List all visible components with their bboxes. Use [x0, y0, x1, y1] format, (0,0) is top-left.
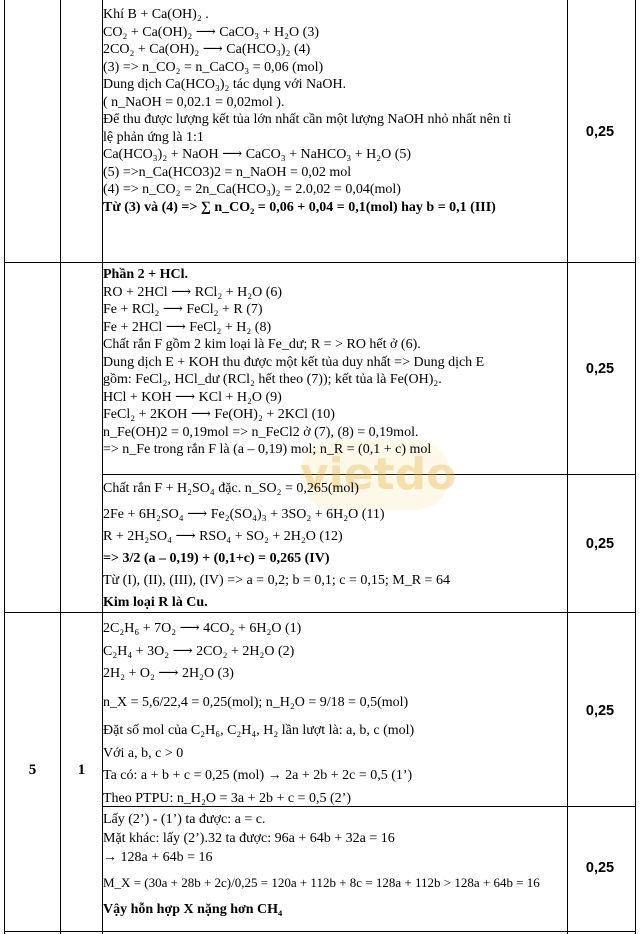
- text-line: Lấy (2’) - (1’) ta được: a = c.: [103, 812, 266, 827]
- equation-line: RO + 2HCl ⟶ RCl₂ + H₂O (6): [103, 284, 283, 300]
- equation-line: n_X = 5,6/22,4 = 0,25(mol); n_H₂O = 9/18 = 0,5(mol): [103, 694, 409, 710]
- conclusion-line: Vậy hỗn hợp X nặng hơn CH₄: [103, 902, 283, 917]
- text-line: Chất rắn F + H₂SO₄ đặc. n_SO₂ = 0,265(mol): [103, 481, 359, 496]
- equation-line: 2Fe + 6H₂SO₄ ⟶ Fe₂(SO₄)₃ + 3SO₂ + 6H₂O (11): [103, 507, 385, 522]
- result-line: Từ (3) và (4) => ∑ n_CO₂ = 0,06 + 0,04 = 0,1(mol) hay b = 0,1 (III): [103, 199, 496, 215]
- text-line: Với a, b, c > 0: [103, 745, 184, 761]
- equation-line: Fe + 2HCl ⟶ FeCl₂ + H₂ (8): [103, 319, 272, 335]
- text-line: ( n_NaOH = 0,02.1 = 0,02mol ).: [103, 94, 285, 110]
- equation-line: FeCl₂ + 2KOH ⟶ Fe(OH)₂ + 2KCl (10): [103, 407, 335, 422]
- equation-line: 2H₂ + O₂ ⟶ 2H₂O (3): [103, 666, 234, 681]
- text-line: Ta có: a + b + c = 0,25 (mol) → 2a + 2b + 2c = 0,5 (1’): [103, 768, 413, 783]
- text-line: gồm: FeCl₂, HCl_dư (RCl₂ hết theo (7)); kết tủa là Fe(OH)₂.: [103, 372, 442, 387]
- text-line: Mặt khác: lấy (2’).32 ta được: 96a + 64b + 32a = 16: [103, 831, 395, 846]
- col-divider-1: [60, 0, 61, 934]
- equation-line: R + 2H₂SO₄ ⟶ RSO₄ + SO₂ + 2H₂O (12): [103, 529, 343, 544]
- text-line: Chất rắn F gồm 2 kim loại là Fe_dư; R = > RO hết ở (6).: [103, 337, 421, 352]
- section-e-content: [103, 810, 568, 919]
- equation-line: M_X = (30a + 28b + 2c)/0,25 = 120a + 112b + 8c = 128a + 112b > 128a + 64b = 16: [103, 875, 540, 890]
- part-heading: Phần 2 + HCl.: [103, 267, 188, 282]
- equation-line: 2C₂H₆ + 7O₂ ⟶ 4CO₂ + 6H₂O (1): [103, 621, 302, 636]
- equation-line: Ca(HCO₃)₂ + NaOH ⟶ CaCO₃ + NaHCO₃ + H₂O (5): [103, 147, 412, 162]
- equation-line: C₂H₄ + 3O₂ ⟶ 2CO₂ + 2H₂O (2): [103, 643, 295, 659]
- equation-line: CO₂ + Ca(OH)₂ ⟶ CaCO₃ + H₂O (3): [103, 24, 319, 40]
- score-e: 0,25: [585, 860, 615, 876]
- table-border-right: [635, 0, 636, 934]
- equation-line: (3) => n_CO₂ = n_CaCO₃ = 0,06 (mol): [103, 59, 324, 75]
- text-line: Để thu được lượng kết tủa lớn nhất cần một lượng NaOH nhỏ nhất nên tỉ: [103, 112, 512, 127]
- section-b-content: [103, 266, 568, 459]
- score-c: 0,25: [585, 536, 615, 552]
- score-d: 0,25: [585, 703, 615, 719]
- text-line: Dung dịch Ca(HCO₃)₂ tác dụng với NaOH.: [103, 77, 347, 92]
- watermark-logo: vietdo: [300, 440, 450, 510]
- section-c-content: [103, 478, 568, 614]
- text-line: => n_Fe trong rắn F là (a – 0,19) mol; n_R = (0,1 + c) mol: [103, 442, 432, 457]
- text-line: Theo PTPU: n_H₂O = 3a + 2b + c = 0,5 (2’): [103, 790, 351, 806]
- text-line: n_Fe(OH)2 = 0,19mol => n_FeCl2 ở (7), (8) = 0,19mol.: [103, 424, 419, 440]
- row-divider-1: [4, 262, 636, 263]
- text-line: Khí B + Ca(OH)₂ .: [103, 7, 209, 22]
- question-number: 5: [28, 762, 37, 778]
- section-a-content: [103, 6, 568, 216]
- equation-line: Fe + RCl₂ ⟶ FeCl₂ + R (7): [103, 302, 263, 317]
- equation-line: (4) => n_CO₂ = 2n_Ca(HCO₃)₂ = 2.0,02 = 0,04(mol): [103, 182, 401, 197]
- table-border-bottom: [4, 931, 636, 932]
- text-line: → 128a + 64b = 16: [103, 850, 213, 865]
- text-line: Đặt số mol của C₂H₆, C₂H₄, H₂ lần lượt là: a, b, c (mol): [103, 723, 415, 738]
- equation-line: 2CO₂ + Ca(OH)₂ ⟶ Ca(HCO₃)₂ (4): [103, 42, 311, 57]
- equation-line: HCl + KOH ⟶ KCl + H₂O (9): [103, 389, 282, 405]
- conclusion-line: Kim loại R là Cu.: [103, 595, 208, 610]
- text-line: Từ (I), (II), (III), (IV) => a = 0,2; b = 0,1; c = 0,15; M_R = 64: [103, 573, 450, 588]
- score-a: 0,25: [585, 124, 615, 140]
- part-number: 1: [77, 762, 86, 778]
- text-line: lệ phản ứng là 1:1: [103, 129, 204, 145]
- table-border-left: [4, 0, 5, 934]
- equation-line: (5) =>n_Ca(HCO3)2 = n_NaOH = 0,02 mol: [103, 164, 352, 180]
- score-b: 0,25: [585, 361, 615, 377]
- section-d-content: [103, 618, 568, 810]
- result-line: => 3/2 (a – 0,19) + (0,1+c) = 0,265 (IV): [103, 551, 330, 566]
- text-line: Dung dịch E + KOH thu được một kết tủa duy nhất => Dung dịch E: [103, 354, 485, 370]
